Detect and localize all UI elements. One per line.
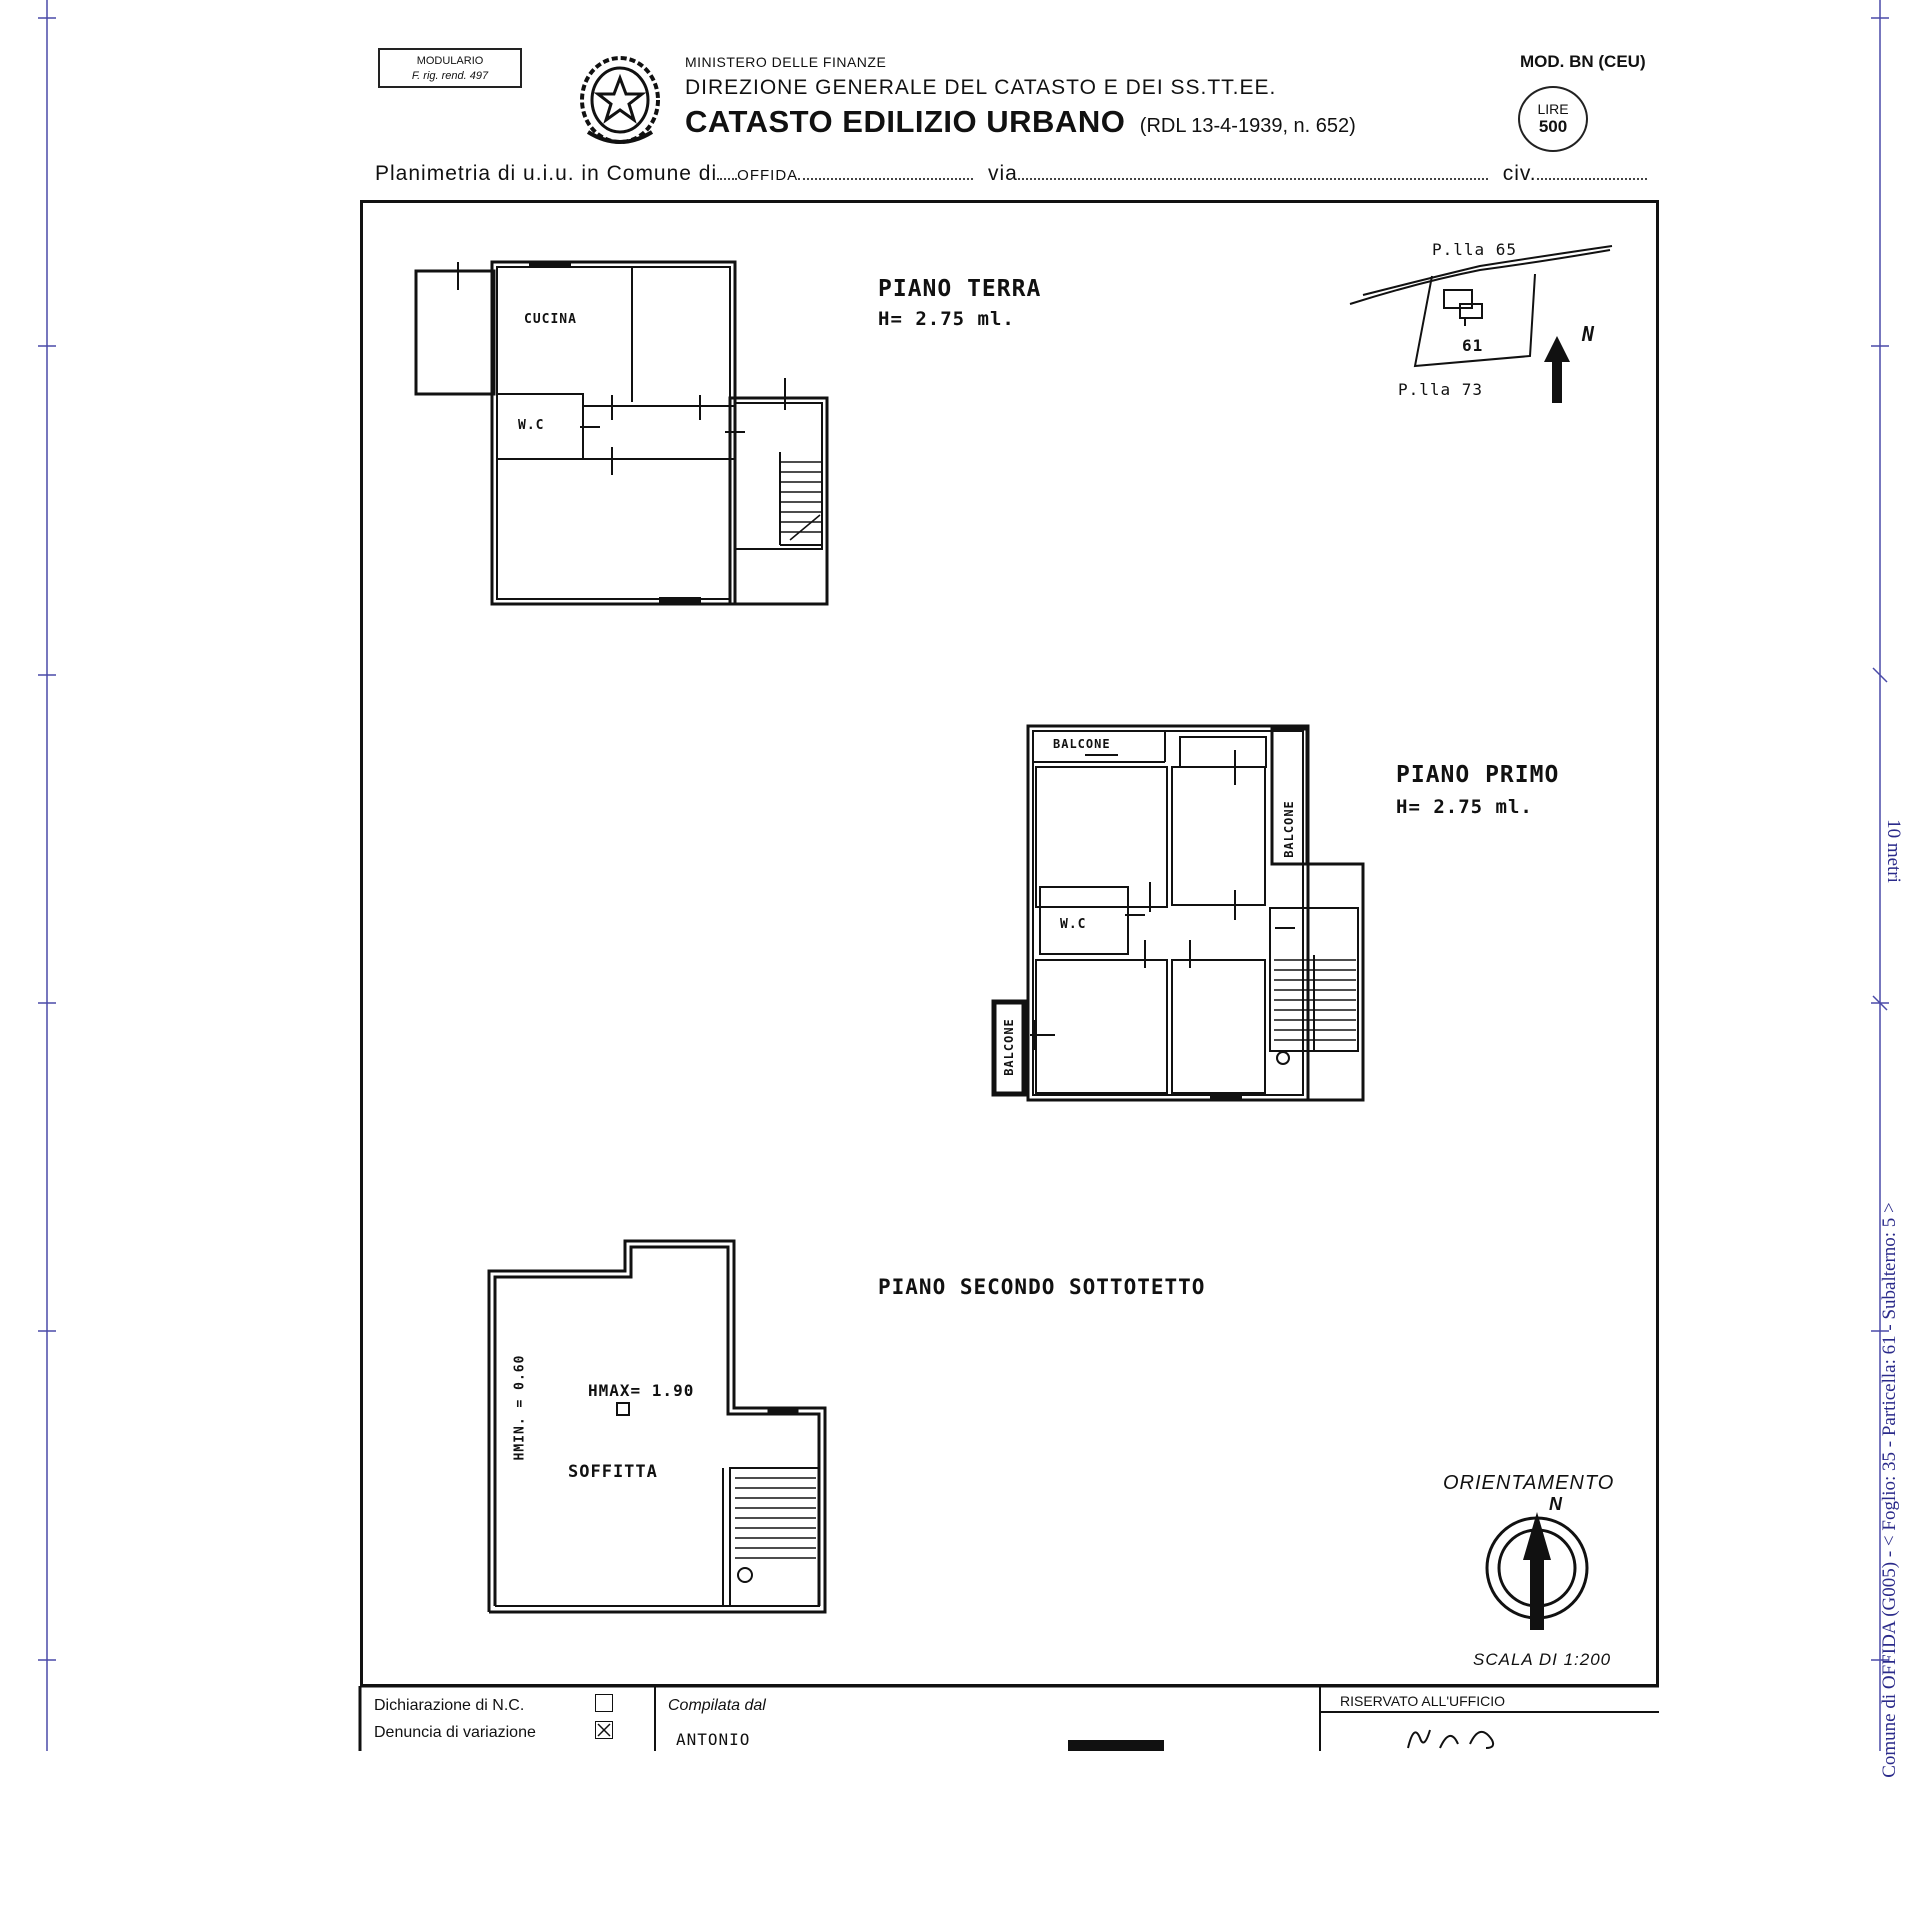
- second-floor-title: PIANO SECONDO SOTTOTETTO: [878, 1275, 1206, 1299]
- dichiarazione-checkbox[interactable]: [595, 1694, 613, 1712]
- site-north-label: N: [1582, 322, 1596, 346]
- orientation-title: ORIENTAMENTO: [1443, 1472, 1615, 1494]
- document-reference: Comune di OFFIDA (G005) - < Foglio: 35 - Particella: 61 - Subalterno: 5 >: [1879, 1202, 1900, 1778]
- balcone-left-label: BALCONE: [1002, 1018, 1016, 1076]
- via-label: via: [988, 162, 1018, 185]
- compiler-redaction: [1068, 1740, 1164, 1751]
- ground-floor-title: PIANO TERRA: [878, 276, 1042, 302]
- denuncia-label: Denuncia di variazione: [374, 1724, 536, 1741]
- signature-scribble: [1400, 1718, 1540, 1751]
- mod-code: MOD. BN (CEU): [1520, 52, 1646, 71]
- ground-floor-height: H= 2.75 ml.: [878, 308, 1015, 330]
- modulario-line1: MODULARIO: [416, 55, 484, 67]
- balcone-top-label: BALCONE: [1053, 737, 1111, 751]
- dichiarazione-label: Dichiarazione di N.C.: [374, 1697, 525, 1714]
- direction-line: DIREZIONE GENERALE DEL CATASTO E DEI SS.TT.EE.: [685, 76, 1277, 99]
- site-label-bottom: P.lla 73: [1398, 380, 1484, 399]
- balcone-right-label: BALCONE: [1282, 800, 1296, 858]
- room-wc-ground: W.C: [518, 418, 545, 433]
- stamp-line1: LIRE: [1537, 101, 1569, 117]
- second-floor-hmax: HMAX= 1.90: [588, 1381, 695, 1400]
- stamp-line2: 500: [1538, 117, 1568, 136]
- civ-label: civ.: [1502, 162, 1537, 185]
- ministry-line: MINISTERO DELLE FINANZE: [685, 54, 887, 70]
- catasto-title-text: CATASTO EDILIZIO URBANO: [685, 104, 1126, 139]
- scale-bar-label: 10 metri: [1883, 819, 1904, 883]
- room-soffitta: SOFFITTA: [568, 1462, 658, 1482]
- compiler-name: ANTONIO: [676, 1730, 751, 1749]
- second-floor-hmin: HMIN. = 0.60: [512, 1354, 528, 1461]
- law-reference: (RDL 13-4-1939, n. 652): [1139, 115, 1356, 137]
- room-wc-first: W.C: [1060, 917, 1087, 932]
- site-parcel-number: 61: [1462, 336, 1484, 355]
- first-floor-height: H= 2.75 ml.: [1396, 796, 1533, 818]
- scale-label: SCALA DI 1:200: [1473, 1650, 1612, 1669]
- site-label-top: P.lla 65: [1432, 240, 1518, 259]
- check-x-icon: [596, 1722, 612, 1738]
- riservato-label: RISERVATO ALL'UFFICIO: [1340, 1693, 1506, 1709]
- planimetria-label: Planimetria di u.i.u. in Comune di: [375, 162, 718, 185]
- room-cucina: CUCINA: [524, 312, 577, 327]
- first-floor-title: PIANO PRIMO: [1396, 762, 1560, 788]
- denuncia-row: [374, 1724, 536, 1742]
- comune-value: OFFIDA: [737, 167, 799, 184]
- orientation-north: N: [1549, 1494, 1562, 1514]
- compilata-label: Compilata dal: [668, 1697, 766, 1714]
- dichiarazione-row: [374, 1697, 524, 1715]
- modulario-line2: F. rig. rend. 497: [411, 70, 489, 82]
- denuncia-checkbox[interactable]: [595, 1721, 613, 1739]
